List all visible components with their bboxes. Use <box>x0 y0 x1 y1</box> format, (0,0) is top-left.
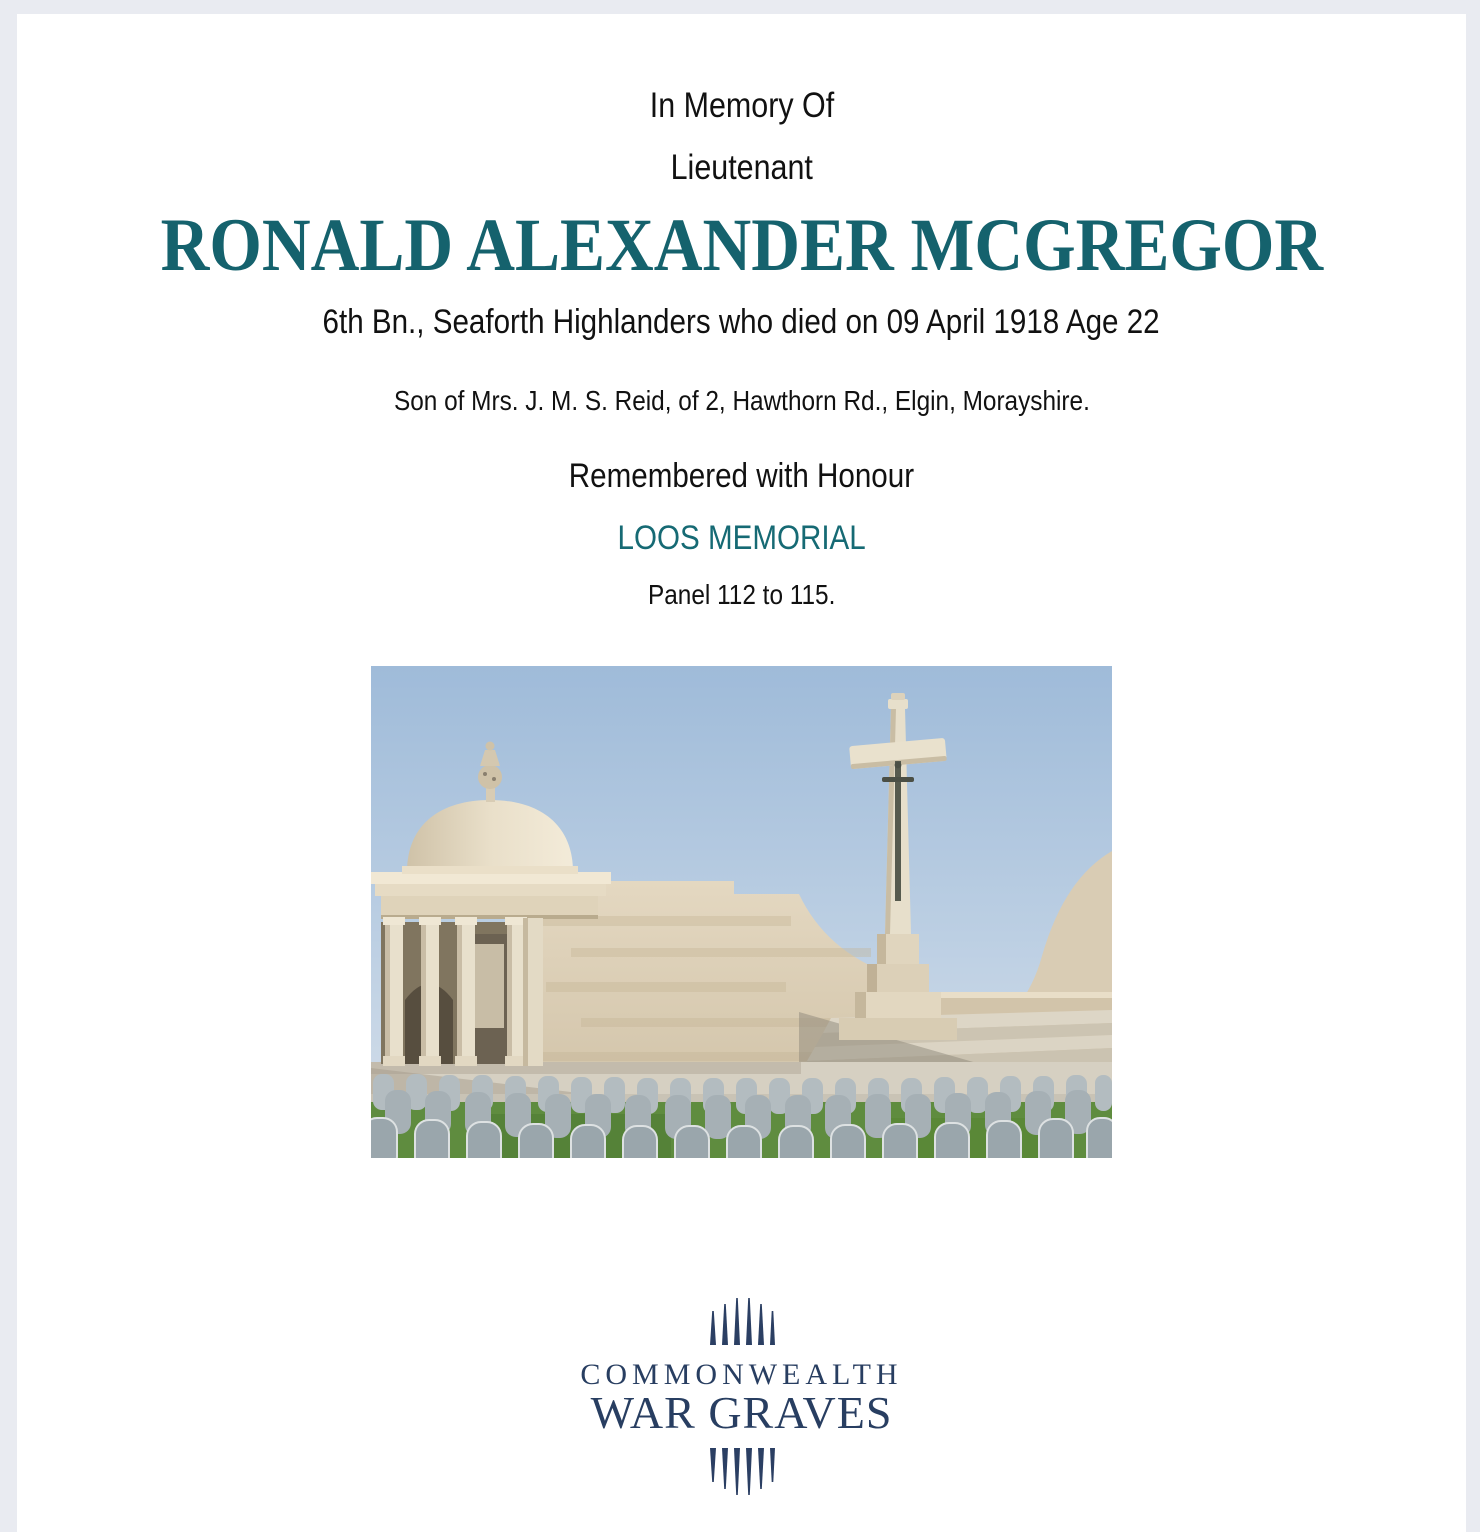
casualty-name: RONALD ALEXANDER MCGREGOR <box>160 204 1323 287</box>
memorial-photo-illustration <box>371 666 1112 1158</box>
rank-line: Lieutenant <box>670 148 813 187</box>
honour-line: Remembered with Honour <box>568 457 915 495</box>
family-details: Son of Mrs. J. M. S. Reid, of 2, Hawthorn Rd., Elgin, Morayshire. <box>393 385 1090 416</box>
memorial-photo <box>371 666 1112 1158</box>
panel-reference: Panel 112 to 115. <box>647 579 836 610</box>
logo-strokes-top-icon <box>17 1293 1466 1350</box>
certificate-page <box>17 14 1466 1532</box>
logo-wordmark-line1: COMMONWEALTH <box>580 1358 903 1391</box>
logo-strokes-bottom-icon <box>17 1448 1466 1505</box>
service-details: 6th Bn., Seaforth Highlanders who died on 09 April 1918 Age 22 <box>322 303 1161 341</box>
logo-wordmark-line2: WAR GRAVES <box>590 1387 893 1438</box>
dedication-line: In Memory Of <box>649 86 834 125</box>
memorial-name: LOOS MEMORIAL <box>617 519 866 557</box>
